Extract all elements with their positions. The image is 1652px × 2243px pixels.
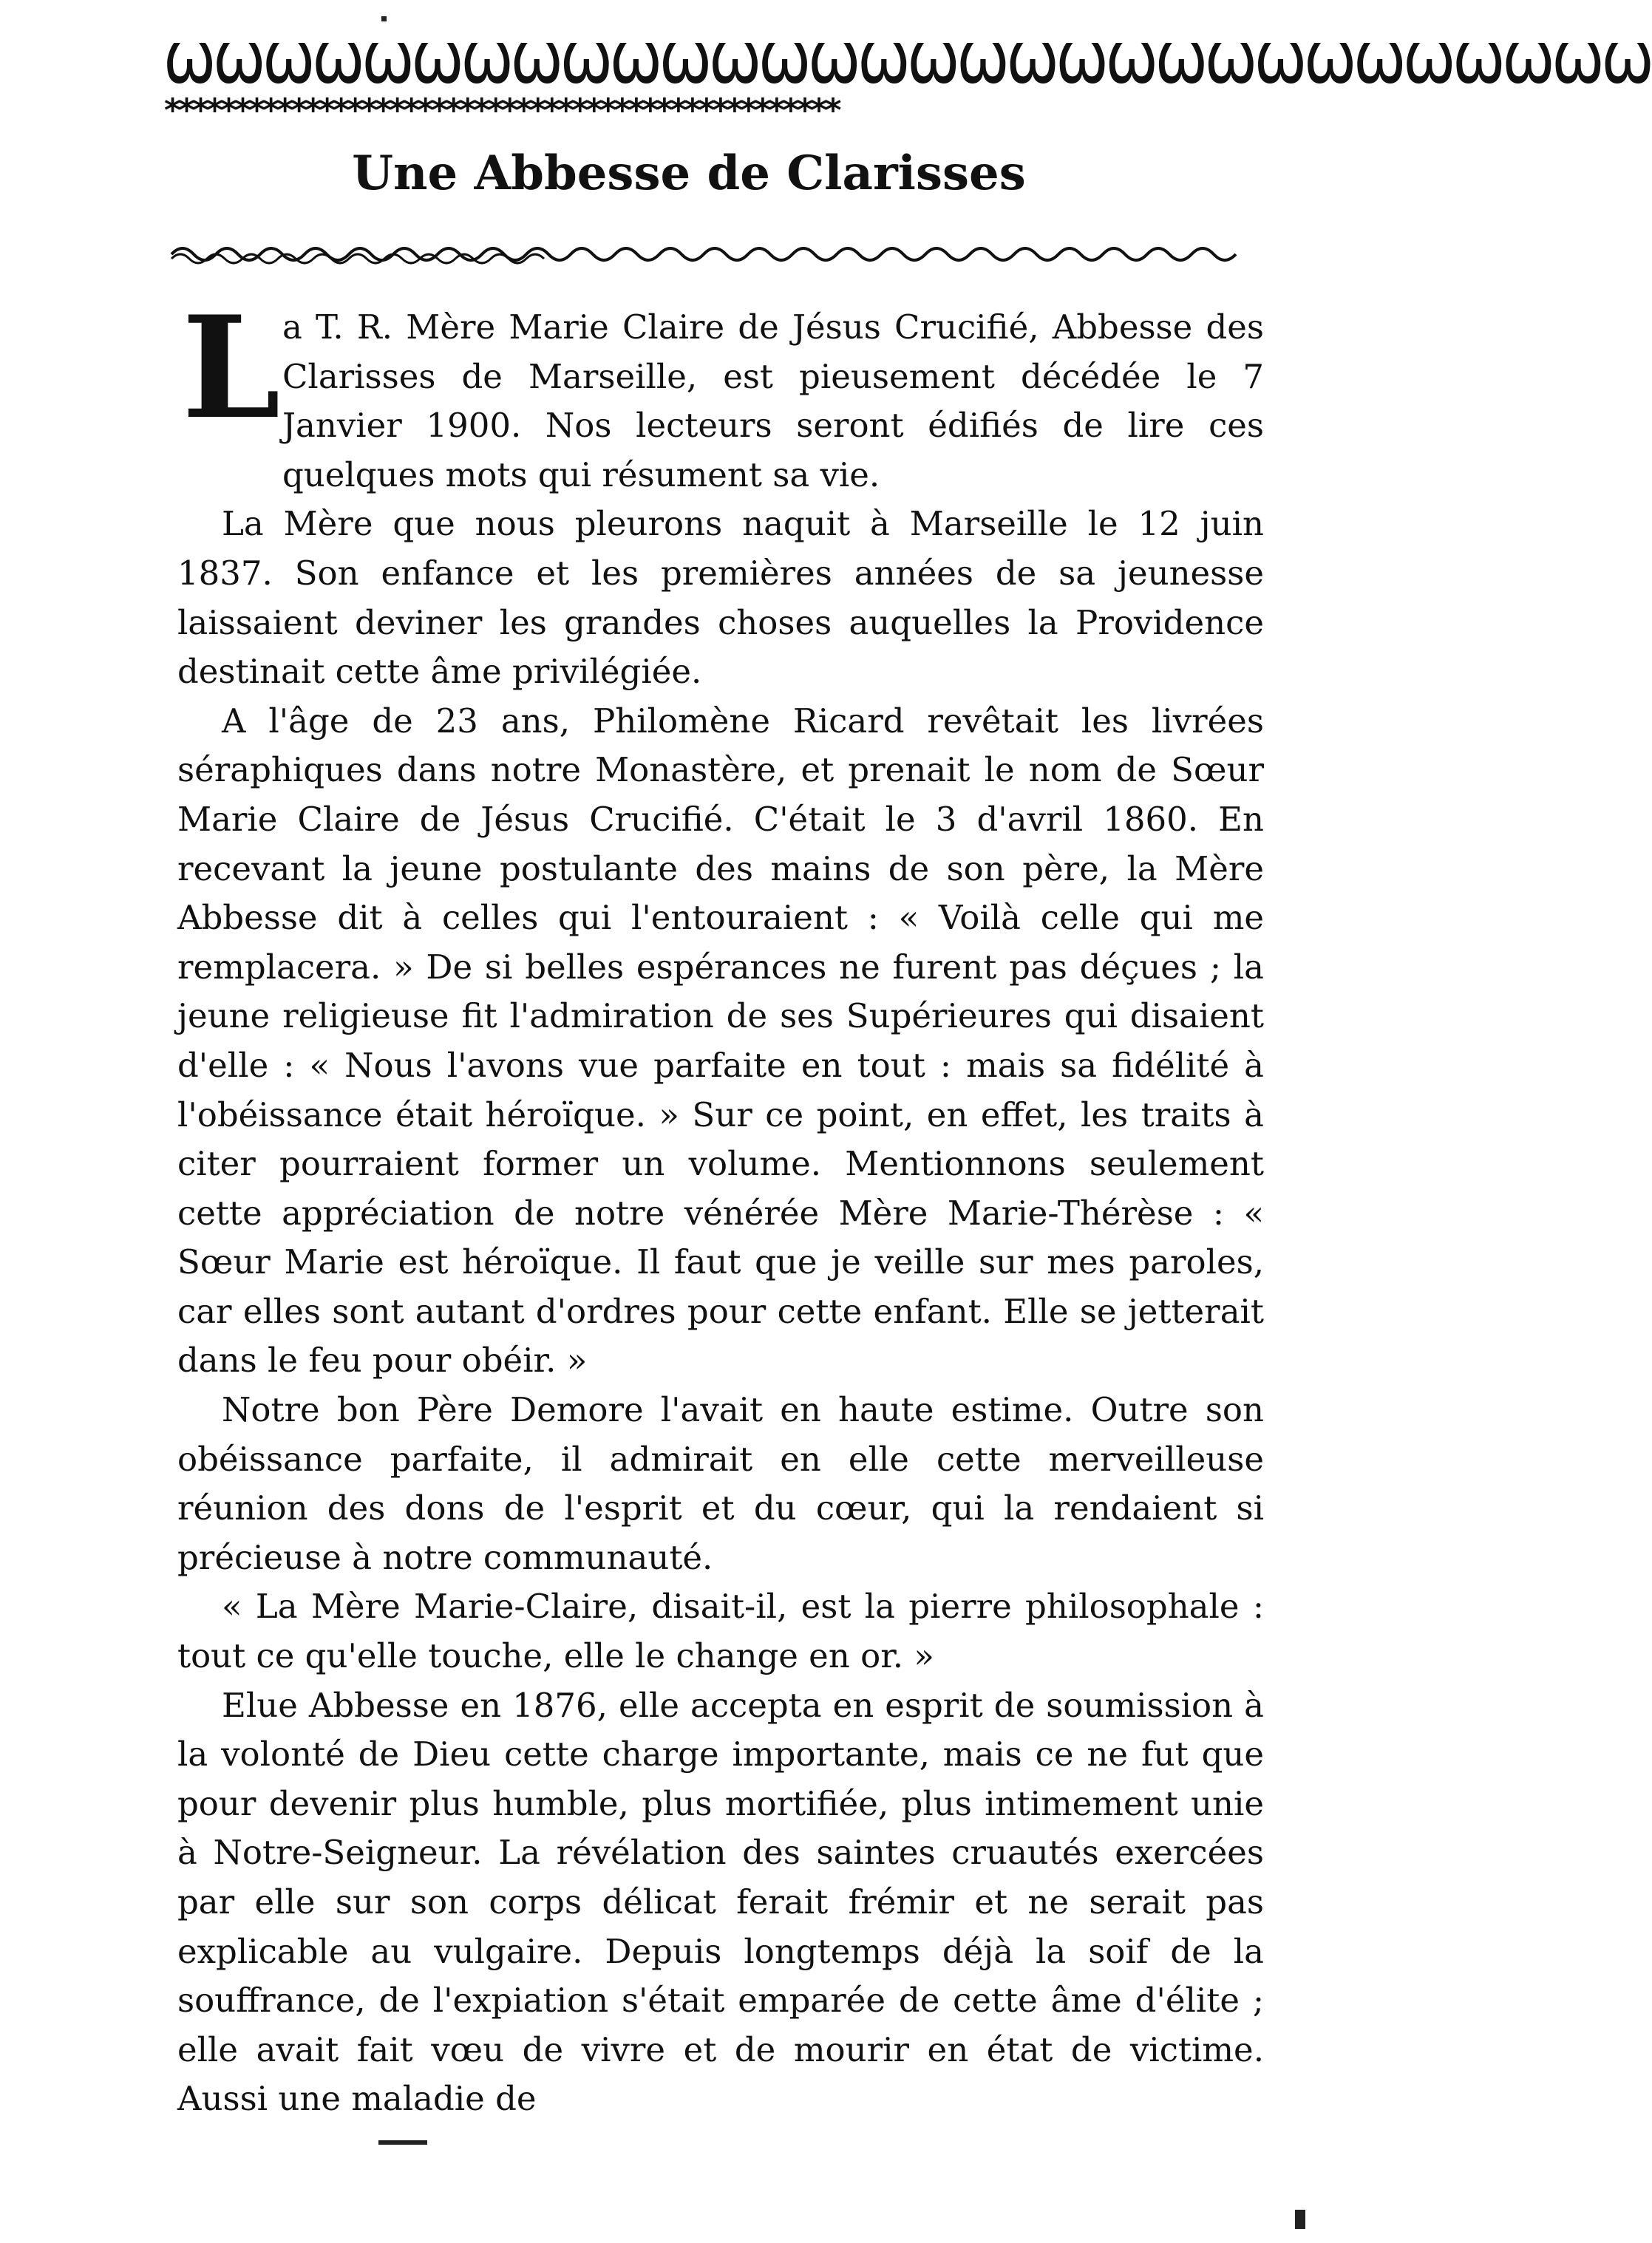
paragraph-5: « La Mère Marie-Claire, disait-il, est la pierre philosophale : tout ce qu'elle touche, elle le change en or. »: [177, 1587, 1264, 1676]
paragraph-1: [177, 285, 1264, 500]
paragraph-4: Notre bon Père Demore l'avait en haute estime. Outre son obéissance parfaite, il admirait en elle cette merveilleuse réunion des dons de l'esprit et du cœur, qui la rendaient si précieuse à notre communauté.: [177, 1390, 1264, 1577]
paragraph-3: A l'âge de 23 ans, Philomène Ricard revêtait les livrées séraphiques dans notre Monastère, et prenait le nom de Sœur Marie Claire de Jésus Crucifié. C'était le 3 d'avril 1860. En recevant la jeune postulante des mains de son père, la Mère Abbesse dit à celles qui l'entouraient : « Voilà celle qui me remplacera. » De si belles espérances ne furent pas déçues ; la jeune religieuse fit l'admiration de ses Supérieures qui disaient d'elle : « Nous l'avons vue parfaite en tout : mais sa fidélité à l'obéissance était héroïque. » Sur ce point, en effet, les traits à citer pourraient former un volume. Mentionnons seulement cette appréciation de notre vénérée Mère Marie-Thérèse : « Sœur Marie est héroïque. Il faut que je veille sur mes paroles, car elles sont autant d'ordres pour cette enfant. Elle se jetterait dans le feu pour obéir. »: [177, 701, 1264, 1381]
scan-dash-bottom: [378, 2140, 427, 2145]
wavy-rule-ornament: [171, 235, 1236, 268]
paragraph-6: Elue Abbesse en 1876, elle accepta en esprit de soumission à la volonté de Dieu cette charge importante, mais ce ne fut que pour devenir plus humble, plus mortifiée, plus intimement unie à Notre-Seigneur. La révélation des saintes cruautés exercées par elle sur son corps délicat ferait frémir et ne serait pas explicable au vulgaire. Depuis longtemps déjà la soif de la souffrance, de l'expiation s'était emparée de cette âme d'élite ; elle avait fait vœu de vivre et de mourir en état de victime. Aussi une maladie de: [177, 1685, 1264, 2119]
drop-cap: [177, 285, 281, 464]
drop-cap-letter: L: [182, 285, 281, 450]
scan-speck-top: [381, 16, 387, 21]
paragraph-1-text: a T. R. Mère Marie Claire de Jésus Crucifié, Abbesse des Clarisses de Marseille, est pieusement décédée le 7 Janvier 1900. Nos lecteurs seront édifiés de lire ces quelques mots qui résument sa vie.: [282, 307, 1264, 494]
page-title: Une Abbesse de Clarisses: [352, 146, 1026, 201]
scan-speck-bottom-right: [1295, 2210, 1305, 2229]
star-ornament-band: ************************************************: [164, 92, 839, 129]
flower-ornament-band: ѠѠѠѠѠѠѠѠѠѠѠѠѠѠѠѠѠѠѠѠѠѠѠѠѠѠѠѠѠѠ: [164, 33, 1652, 96]
paragraph-2: La Mère que nous pleurons naquit à Marseille le 12 juin 1837. Son enfance et les premières années de sa jeunesse laissaient deviner les grandes choses auquelles la Providence destinait cette âme privilégiée.: [177, 504, 1264, 692]
article-body: [177, 285, 1264, 2124]
